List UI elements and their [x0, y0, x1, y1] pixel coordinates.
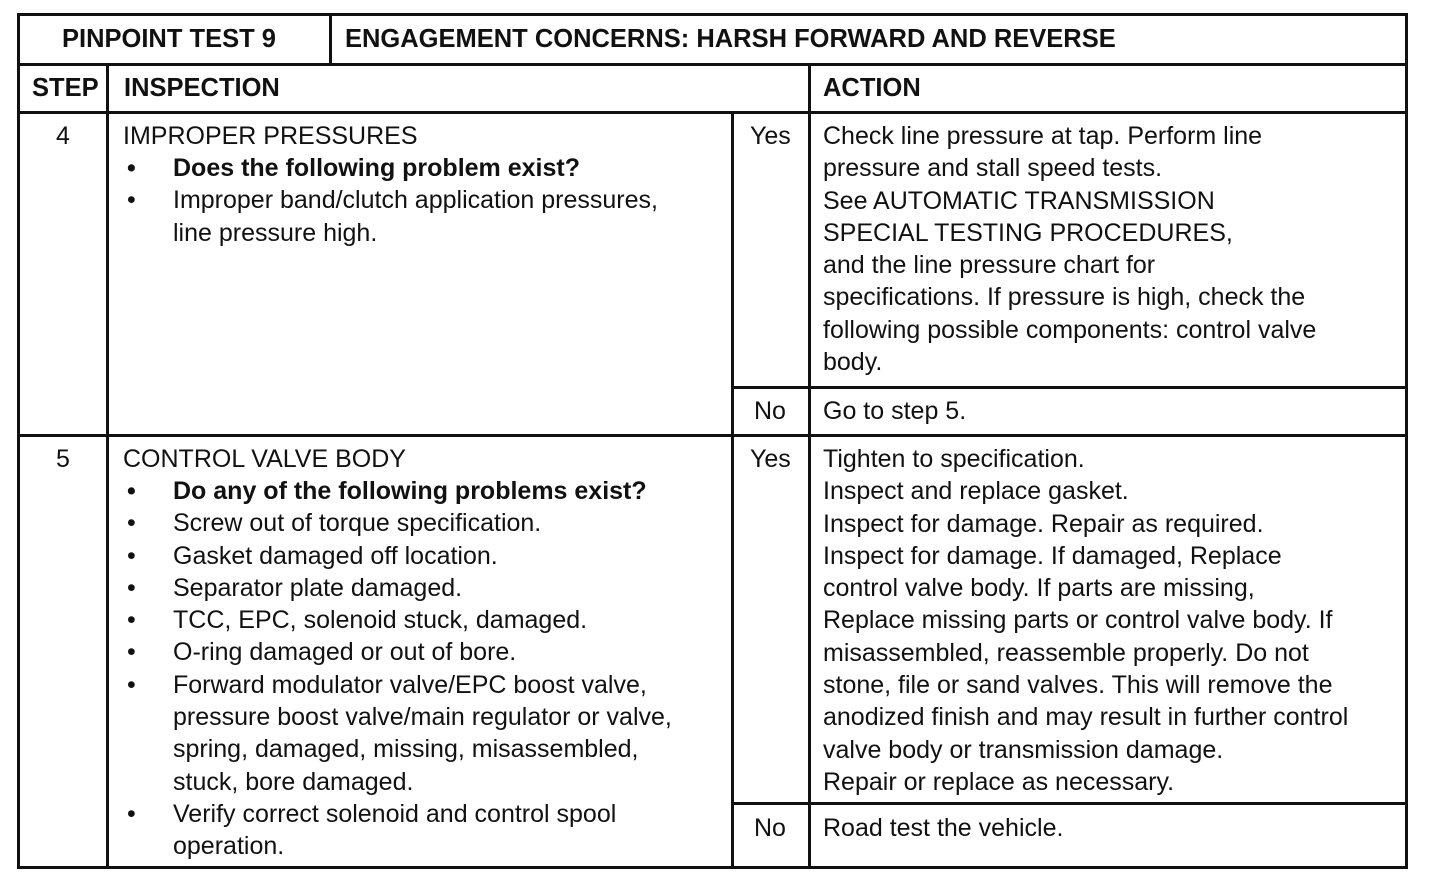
bullet-icon: •: [127, 573, 136, 602]
step-column-divider: [106, 63, 109, 869]
yes-label: Yes: [750, 122, 791, 150]
inspection-list: [123, 152, 658, 249]
inspection-item-continuation: line pressure high.: [173, 218, 378, 247]
header-divider: [329, 13, 332, 65]
column-header-bottom-line: [17, 111, 1408, 114]
bullet-icon: •: [127, 477, 136, 505]
yesno-column-divider: [731, 111, 734, 869]
no-label: No: [754, 814, 786, 842]
action-column-divider: [808, 63, 811, 869]
inspection-question: • Does the following problem exist?: [123, 152, 658, 184]
inspection-item: • Verify correct solenoid and control spool: [123, 798, 672, 830]
bullet-icon: •: [127, 799, 136, 828]
inspection-item: • Gasket damaged off location.: [123, 540, 672, 572]
step4-yes-no-separator: [731, 386, 1408, 389]
inspection-question: • Do any of the following problems exist?: [123, 475, 672, 507]
no-label: No: [754, 397, 786, 425]
inspection-item: • TCC, EPC, solenoid stuck, damaged.: [123, 604, 672, 636]
table-border-top: [17, 13, 1408, 16]
test-label: PINPOINT TEST 9: [62, 25, 276, 53]
inspection-item: • Screw out of torque specification.: [123, 507, 672, 539]
step-number: 4: [56, 122, 70, 150]
step-title: CONTROL VALVE BODY: [123, 445, 406, 473]
inspection-item: • Improper band/clutch application pressures,: [123, 184, 658, 216]
bullet-icon: •: [127, 154, 136, 182]
table-border-left: [17, 13, 20, 869]
bullet-icon: •: [127, 670, 136, 699]
inspection-item: • O-ring damaged or out of bore.: [123, 636, 672, 668]
bullet-icon: •: [127, 186, 136, 215]
table-border-right: [1405, 13, 1408, 869]
inspection-item: • Separator plate damaged.: [123, 572, 672, 604]
inspection-item-continuation: pressure boost valve/main regulator or valve,: [173, 703, 672, 732]
table-border-bottom: [17, 866, 1408, 869]
header-bottom-line: [17, 63, 1408, 66]
bullet-icon: •: [127, 509, 136, 538]
inspection-item-continuation: stuck, bore damaged.: [173, 767, 414, 796]
inspection-item: • Forward modulator valve/EPC boost valve,: [123, 669, 672, 701]
step-number: 5: [56, 445, 70, 473]
test-title: ENGAGEMENT CONCERNS: HARSH FORWARD AND REVERSE: [345, 25, 1116, 53]
column-header-inspection: INSPECTION: [124, 74, 280, 102]
step-title: IMPROPER PRESSURES: [123, 122, 418, 150]
inspection-list: [123, 475, 672, 863]
row-separator: [17, 434, 1408, 437]
yes-label: Yes: [750, 445, 791, 473]
column-header-step: STEP: [32, 74, 99, 102]
inspection-item-continuation: operation.: [173, 832, 285, 861]
step5-yes-no-separator: [731, 802, 1408, 805]
bullet-icon: •: [127, 606, 136, 635]
inspection-item-continuation: spring, damaged, missing, misassembled,: [173, 735, 639, 764]
no-action: Go to step 5.: [823, 397, 967, 425]
no-action: Road test the vehicle.: [823, 814, 1064, 842]
yes-action: Tighten to specification. Inspect and replace gasket. Inspect for damage. Repair as required. Inspect for damage. If damaged, Replace control valve body. If parts are missing, Replace missing parts or control valve body. If misassembled, reassemble properly. Do not stone, file or sand valves. This will remove the anodized finish and may result in further control valve body or transmission damage. Repair or replace as necessary.: [823, 445, 1349, 796]
bullet-icon: •: [127, 541, 136, 570]
bullet-icon: •: [127, 638, 136, 667]
column-header-action: ACTION: [823, 74, 921, 102]
yes-action: Check line pressure at tap. Perform line pressure and stall speed tests. See AUTOMATIC TRANSMISSION SPECIAL TESTING PROCEDURES, and the line pressure chart for specifications. If pressure is high, check the following possible components: control valve body.: [823, 122, 1317, 377]
